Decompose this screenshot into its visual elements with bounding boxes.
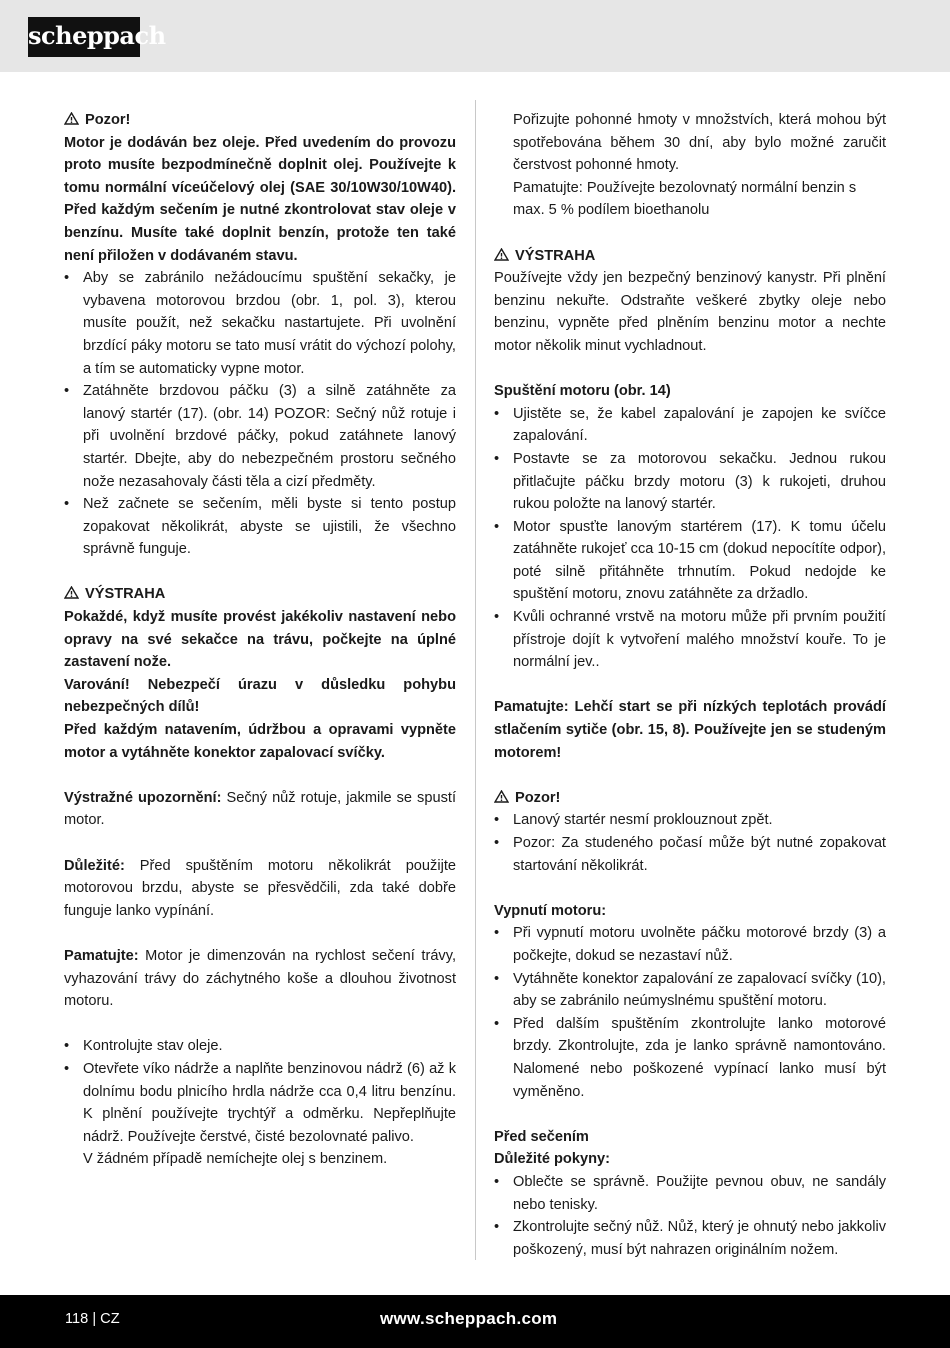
footer-bar xyxy=(0,1295,950,1348)
spusteni-list xyxy=(494,403,886,674)
list-item: • Oblečte se správně. Použijte pevnou obuv, ne sandály nebo tenisky. xyxy=(494,1171,886,1216)
pokyny-list xyxy=(494,1171,886,1261)
list-item: • Lanový startér nesmí proklouznout zpět. xyxy=(494,809,886,832)
list-item: • Před dalším spuštěním zkontrolujte lanko motorové brzdy. Zkontrolujte, zda je lanko správně namontováno. Nalomené nebo poškozené vypínací lanko musí být vyměněno. xyxy=(494,1013,886,1103)
dulezite-paragraph: Důležité: Před spuštěním motoru několikrát použijte motorovou brzdu, abyste se přesvědčili, zda také dobře funguje lanko vypínání. xyxy=(64,857,456,919)
list-item: • Než začnete se sečením, měli byste si tento postup zopakovat několikrát, abyste se ujistili, že všechno správně funguje. xyxy=(64,493,456,561)
right-column xyxy=(494,109,886,1261)
pred-kazdym-text: Před každým natavením, údržbou a opravami vypněte motor a vytáhněte konektor zapalovací svíčky. xyxy=(64,722,456,761)
spusteni-heading: Spuštění motoru (obr. 14) xyxy=(494,383,671,400)
pozor-list xyxy=(494,809,886,877)
vystraha-text: Pokaždé, když musíte provést jakékoliv nastavení nebo opravy na své sekačce na trávu, počkejte na úplné zastavení nože. xyxy=(64,609,456,671)
pozor-heading: Pozor! xyxy=(64,109,456,132)
upozorneni-paragraph: Výstražné upozornění: Sečný nůž rotuje, jakmile se spustí motor. xyxy=(64,789,456,829)
pozor-heading: Pozor! xyxy=(494,787,886,810)
list-item: • Zatáhněte brzdovou páčku (3) a silně zatáhněte za lanový startér (17). (obr. 14) POZOR: Sečný nůž rotuje i při uvolnění brzdové páčky, pokud zatáhnete lanový startér. Dbejte, aby do nebezpečném prostoru sečného nože nezasahovaly části těla a cizí předměty. xyxy=(64,380,456,493)
scheppach-logo: scheppach xyxy=(28,17,140,57)
vystraha-heading: VÝSTRAHA xyxy=(64,583,456,606)
intro-text: Pořizujte pohonné hmoty v množstvích, která mohou být spotřebována během 30 dní, aby bylo možné zaručit čerstvost pohonné hmoty. xyxy=(513,112,886,174)
pred-secenim-heading: Před sečením xyxy=(494,1128,589,1145)
list-item: • Motor spusťte lanovým startérem (17). K tomu účelu zatáhněte rukojeť cca 10-15 cm (dokud nepocítíte odpor), poté silně přitáhněte trhnutím. Pokud nedojde ke spuštění motoru, znovu zatáhněte za držadlo. xyxy=(494,516,886,606)
website-link[interactable]: www.scheppach.com xyxy=(380,1309,558,1328)
header-bar xyxy=(0,0,950,72)
list-item: • Otevřete víko nádrže a naplňte benzinovou nádrž (6) až k dolnímu bodu plnicího hrdla nádrže cca 0,4 litru benzínu. K plnění používejte trychtýř a odměrku. Nepřeplňujte nádrž. Používejte čerstvé, čisté bezolovnaté palivo. xyxy=(64,1058,456,1148)
warning-icon xyxy=(494,790,509,803)
pokyny-heading: Důležité pokyny: xyxy=(494,1151,610,1168)
column-divider xyxy=(475,100,476,1260)
warning-icon xyxy=(64,112,79,125)
list-item: • Pozor: Za studeného počasí může být nutné zopakovat startování několikrát. xyxy=(494,832,886,877)
vypnuti-heading: Vypnutí motoru: xyxy=(494,902,607,919)
vystraha-heading: VÝSTRAHA xyxy=(494,245,886,268)
nikdy-text: V žádném případě nemíchejte olej s benzinem. xyxy=(83,1151,388,1168)
page-number: 118 | CZ xyxy=(65,1311,120,1327)
warning-icon xyxy=(64,586,79,599)
list-item: • Při vypnutí motoru uvolněte páčku motorové brzdy (3) a počkejte, dokud se nezastaví nůž. xyxy=(494,922,886,967)
list-item: • Zkontrolujte sečný nůž. Nůž, který je ohnutý nebo jakkoliv poškozený, musí být nahrazen originálním nožem. xyxy=(494,1216,886,1261)
list-item: • Kvůli ochranné vrstvě na motoru může při prvním použití přístroje dojít k vytvoření malého množství kouře. To je normální jev.. xyxy=(494,606,886,674)
list-item: • Aby se zabránilo nežádoucímu spuštění sekačky, je vybavena motorovou brzdou (obr. 1, pol. 3), kterou musíte použít, než sekačku nastartujete. Při uvolnění brzdící páky motoru se tato musí vrátit do výchozí polohy, a tím se automaticky vypne motor. xyxy=(64,267,456,380)
instruction-list xyxy=(64,267,456,561)
vystraha-text: Používejte vždy jen bezpečný benzinový kanystr. Při plnění benzinu nekuřte. Odstraňte veškeré zbytky oleje nebo benzinu, vypněte před plněním benzinu motor a nechte motor několik minut vychladnout. xyxy=(494,270,886,354)
warning-icon xyxy=(494,248,509,261)
pozor-text: Motor je dodáván bez oleje. Před uvedením do provozu proto musíte bezpodmínečně doplnit olej. Používejte k tomu normální víceúčelový olej (SAE 30/10W30/10W40). Před každým sečením je nutné zkontrolovat stav oleje v benzínu. Musíte také doplnit benzín, protože ten také není přiložen v dodávaném stavu. xyxy=(64,134,456,264)
left-column xyxy=(64,109,456,1171)
vypnuti-list xyxy=(494,922,886,1103)
pamatujte-paragraph: Pamatujte: Motor je dimenzován na rychlost sečení trávy, vyhazování trávy do záchytného koše a dlouhou životnost motoru. xyxy=(64,947,456,1010)
list-item: • Postavte se za motorovou sekačku. Jednou rukou přitlačujte páčku brzdy motoru (3) k rukojeti, druhou rukou položte na lanový startér. xyxy=(494,448,886,516)
varovani-text: Varování! Nebezpečí úrazu v důsledku pohybu nebezpečných dílů! xyxy=(64,676,456,716)
list-item: • Kontrolujte stav oleje. xyxy=(64,1035,456,1058)
fuel-list xyxy=(64,1035,456,1148)
list-item: • Vytáhněte konektor zapalování ze zapalovací svíčky (10), aby se zabránilo neúmyslnému spuštění motoru. xyxy=(494,968,886,1013)
list-item: • Ujistěte se, že kabel zapalování je zapojen ke svíčce zapalování. xyxy=(494,403,886,448)
pamatujte-text: Pamatujte: Lehčí start se při nízkých teplotách provádí stlačením sytiče (obr. 15, 8). Používejte jen se studeným motorem! xyxy=(494,699,886,761)
intro-note: Pamatujte: Používejte bezolovnatý normální benzin s max. 5 % podílem bioethanolu xyxy=(513,179,857,219)
